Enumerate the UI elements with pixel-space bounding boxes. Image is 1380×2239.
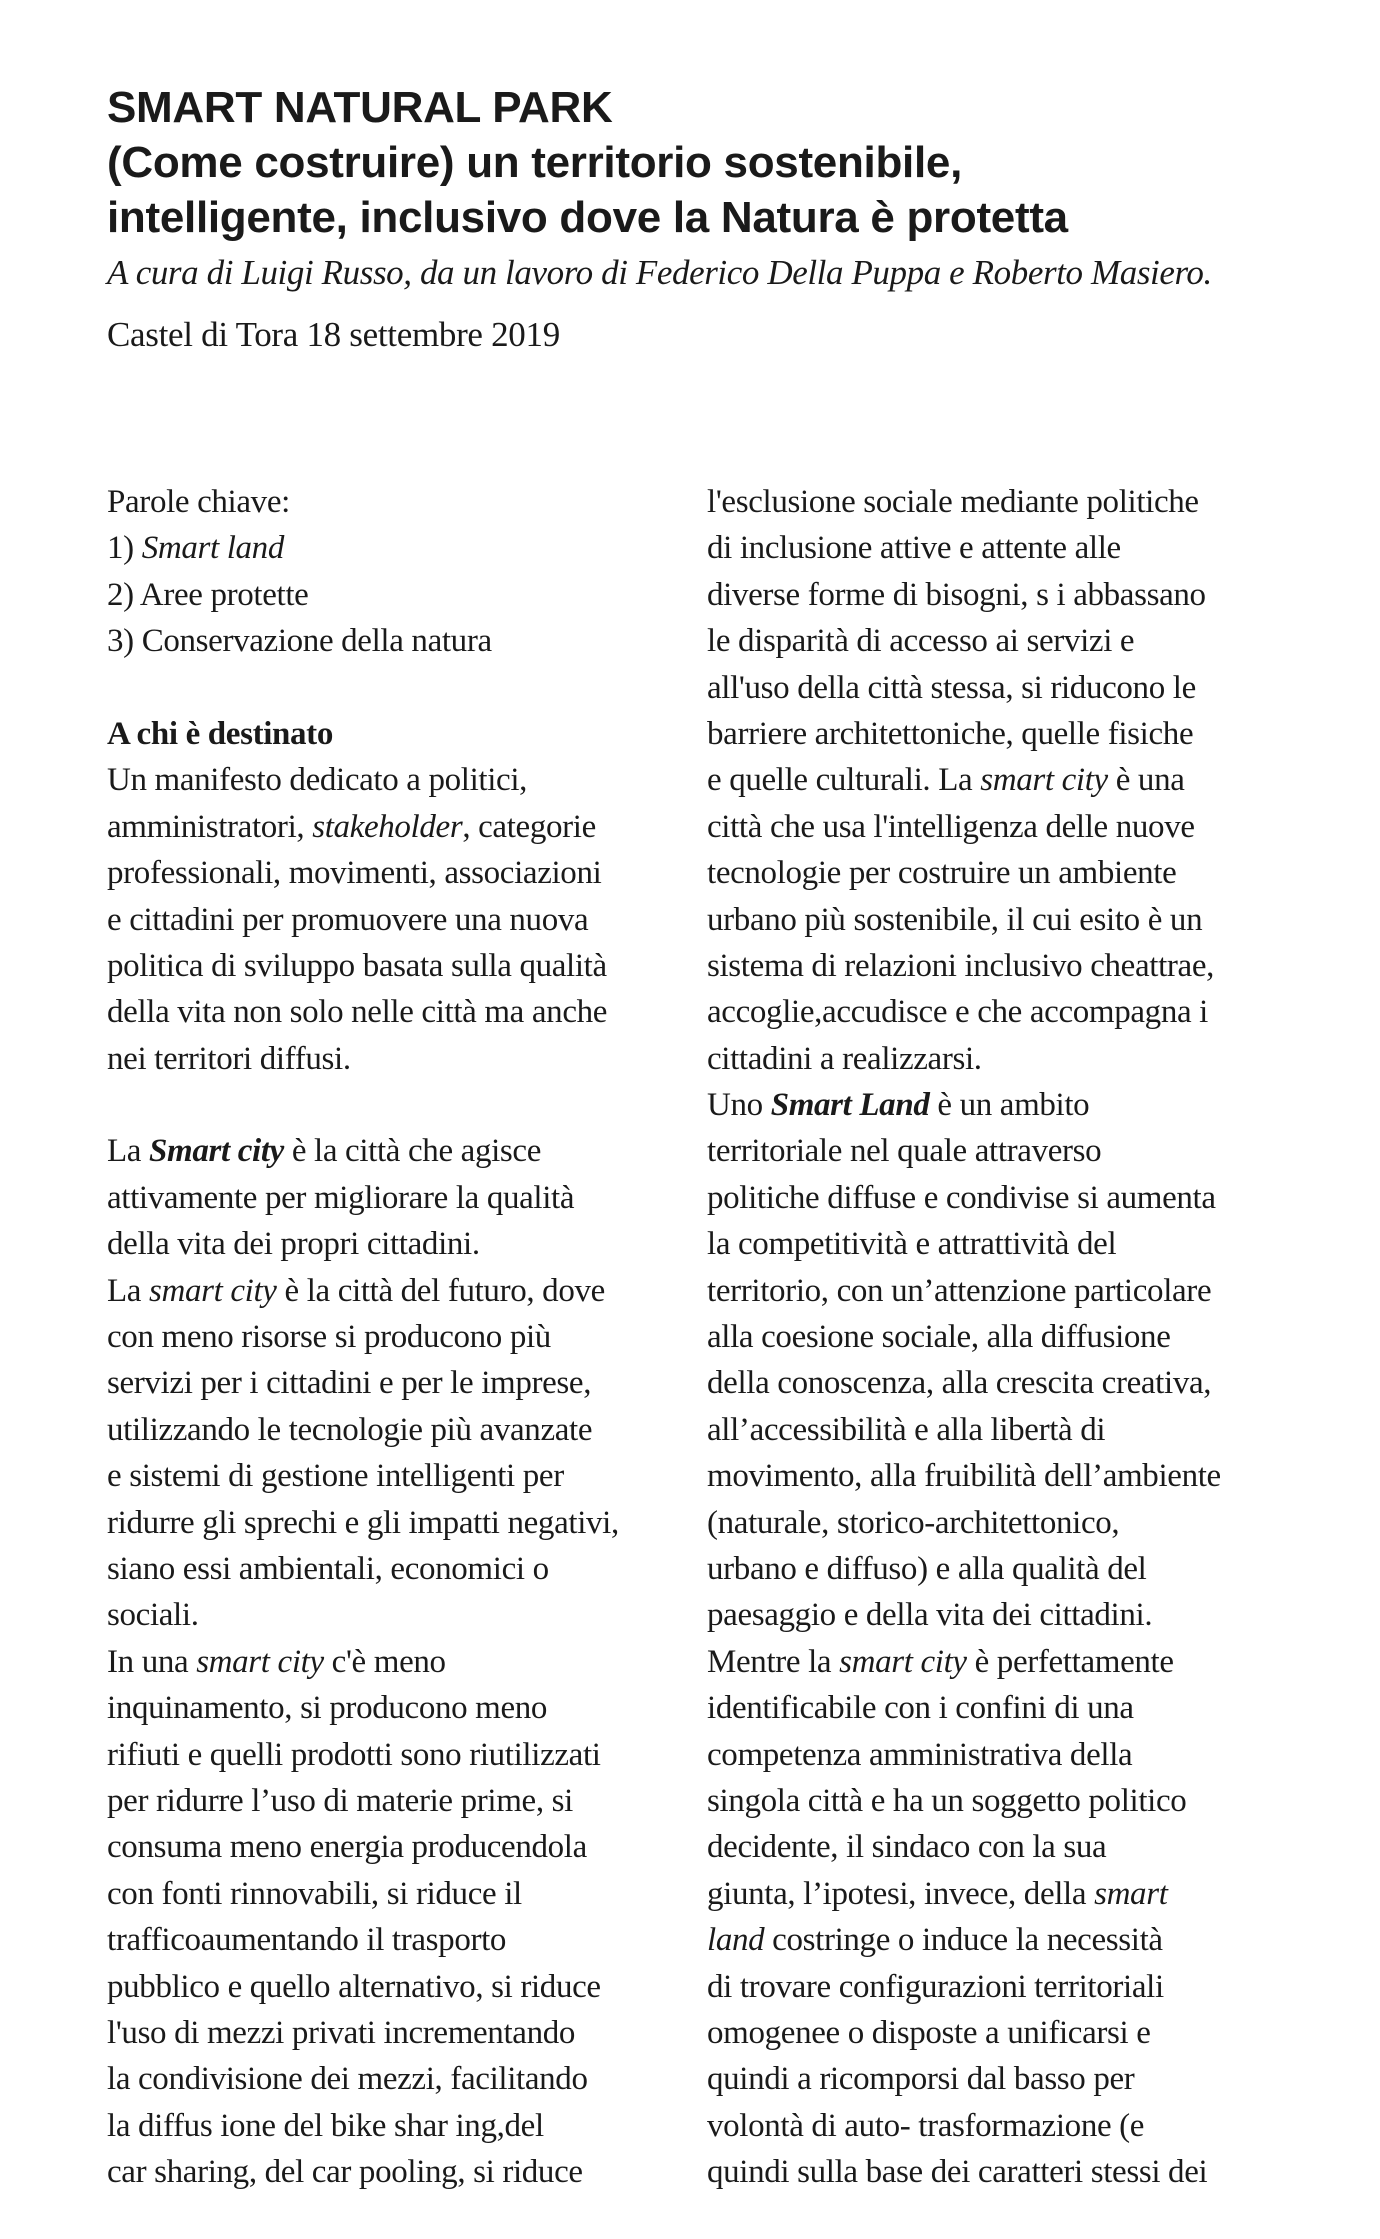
- text-line: quindi a ricomporsi dal basso per: [707, 2061, 1135, 2098]
- italic-term: smart city: [149, 1272, 277, 1309]
- paragraph-gap: [107, 1082, 687, 1128]
- text-line: inquinamento, si producono meno: [107, 1690, 548, 1727]
- text-line: urbano e diffuso) e alla qualità del: [707, 1550, 1147, 1587]
- text-line: con meno risorse si producono più: [107, 1319, 551, 1356]
- bold-italic-term: Smart Land: [770, 1087, 930, 1124]
- text-run: è un ambito: [929, 1087, 1090, 1124]
- text-line: [107, 1639, 687, 1685]
- italic-term: smart: [1094, 1875, 1168, 1912]
- text-line: servizi per i cittadini e per le imprese,: [107, 1365, 592, 1402]
- text-line: tecnologie per costruire un ambiente: [707, 855, 1177, 892]
- text-line: di inclusione attive e attente alle: [707, 530, 1121, 567]
- text-line: nei territori diffusi.: [107, 1040, 351, 1077]
- text-run: La: [107, 1133, 150, 1170]
- text-line: l'esclusione sociale mediante politiche: [707, 484, 1199, 520]
- text-line: territorio, con un’attenzione particolare: [707, 1272, 1212, 1309]
- text-line: all'uso della città stessa, si riducono le: [707, 669, 1196, 706]
- text-line: attivamente per migliorare la qualità: [107, 1179, 575, 1216]
- italic-term: smart city: [839, 1643, 967, 1680]
- text-line: la diffus ione del bike shar ing,del: [107, 2107, 544, 2144]
- text-run: amministratori,: [107, 808, 313, 845]
- document-title: SMART NATURAL PARK: [107, 83, 613, 132]
- text-line: pubblico e quello alternativo, si riduce: [107, 1968, 601, 2005]
- italic-term: smart city: [196, 1643, 324, 1680]
- bold-italic-term: Smart city: [149, 1133, 284, 1170]
- text-line: professionali, movimenti, associazioni: [107, 855, 602, 892]
- text-line: singola città e ha un soggetto politico: [707, 1782, 1187, 1819]
- text-line: [707, 1082, 1297, 1128]
- text-line: all’accessibilità e alla libertà di: [707, 1411, 1106, 1448]
- text-run: In una: [107, 1643, 197, 1680]
- text-line: della vita dei propri cittadini.: [107, 1226, 480, 1263]
- text-line: omogenee o disposte a unificarsi e: [707, 2014, 1151, 2051]
- text-line: [707, 1917, 1297, 1963]
- keyword-text: Smart land: [141, 530, 284, 567]
- keyword-item: 2) Aree protette: [107, 576, 309, 613]
- text-line: di trovare configurazioni territoriali: [707, 1968, 1164, 2005]
- text-line: [107, 1128, 687, 1174]
- text-line: la competitività e attrattività del: [707, 1226, 1117, 1263]
- document-header: [107, 80, 1287, 357]
- text-run: giunta, l’ipotesi, invece, della: [707, 1875, 1095, 1912]
- text-run: La: [107, 1272, 150, 1309]
- text-line: [707, 1871, 1297, 1917]
- text-line: la condivisione dei mezzi, facilitando: [107, 2061, 588, 2098]
- left-column: [107, 479, 687, 2195]
- text-run: costringe o induce la necessità: [764, 1922, 1163, 1959]
- text-line: decidente, il sindaco con la sua: [707, 1829, 1107, 1866]
- text-line: della vita non solo nelle città ma anche: [107, 994, 608, 1031]
- text-line: (naturale, storico-architettonico,: [707, 1504, 1120, 1541]
- text-line: barriere architettoniche, quelle fisiche: [707, 715, 1194, 752]
- dateline: Castel di Tora 18 settembre 2019: [107, 315, 560, 354]
- keyword-item: 3) Conservazione della natura: [107, 623, 492, 660]
- text-line: paesaggio e della vita dei cittadini.: [707, 1597, 1153, 1634]
- text-line: Un manifesto dedicato a politici,: [107, 762, 528, 799]
- text-line: [707, 757, 1297, 803]
- paragraph-gap: [107, 665, 687, 711]
- text-line: politiche diffuse e condivise si aumenta: [707, 1179, 1216, 1216]
- text-line: cittadini a realizzarsi.: [707, 1040, 982, 1077]
- text-line: utilizzando le tecnologie più avanzate: [107, 1411, 593, 1448]
- text-line: trafficoaumentando il trasporto: [107, 1922, 507, 1959]
- text-run: e quelle culturali. La: [707, 762, 981, 799]
- text-run: , categorie: [462, 808, 596, 845]
- document-subtitle-line-1: (Come costruire) un territorio sostenibile,: [107, 138, 963, 187]
- text-line: competenza amministrativa della: [707, 1736, 1133, 1773]
- text-run: Uno: [707, 1087, 771, 1124]
- text-line: movimento, alla fruibilità dell’ambiente: [707, 1458, 1221, 1495]
- text-run: c'è meno: [323, 1643, 446, 1680]
- byline: A cura di Luigi Russo, da un lavoro di Federico Della Puppa e Roberto Masiero.: [107, 253, 1212, 292]
- text-line: sociali.: [107, 1597, 199, 1634]
- text-line: l'uso di mezzi privati incrementando: [107, 2014, 576, 2051]
- right-column: [707, 479, 1297, 2195]
- italic-term: smart city: [980, 762, 1108, 799]
- text-line: alla coesione sociale, alla diffusione: [707, 1319, 1171, 1356]
- text-run: è una: [1107, 762, 1185, 799]
- text-run: Mentre la: [707, 1643, 840, 1680]
- text-line: le disparità di accesso ai servizi e: [707, 623, 1135, 660]
- text-run: è la città del futuro, dove: [276, 1272, 605, 1309]
- text-line: ridurre gli sprechi e gli impatti negativi,: [107, 1504, 619, 1541]
- text-run: è perfettamente: [966, 1643, 1174, 1680]
- text-line: volontà di auto- trasformazione (e: [707, 2107, 1145, 2144]
- document-subtitle-line-2: intelligente, inclusivo dove la Natura è protetta: [107, 193, 1068, 242]
- text-line: diverse forme di bisogni, s i abbassano: [707, 576, 1206, 613]
- text-line: e sistemi di gestione intelligenti per: [107, 1458, 564, 1495]
- italic-term: land: [707, 1922, 765, 1959]
- text-line: con fonti rinnovabili, si riduce il: [107, 1875, 522, 1912]
- text-line: car sharing, del car pooling, si riduce: [107, 2154, 583, 2191]
- text-line: della conoscenza, alla crescita creativa,: [707, 1365, 1212, 1402]
- text-line: per ridurre l’uso di materie prime, si: [107, 1782, 573, 1819]
- text-line: urbano più sostenibile, il cui esito è un: [707, 901, 1203, 938]
- text-line: accoglie,accudisce e che accompagna i: [707, 994, 1208, 1031]
- text-line: rifiuti e quelli prodotti sono riutilizzati: [107, 1736, 601, 1773]
- section-heading: A chi è destinato: [107, 715, 333, 752]
- text-line: identificabile con i confini di una: [707, 1690, 1134, 1727]
- text-line: [707, 1639, 1297, 1685]
- text-line: [107, 804, 687, 850]
- text-line: [107, 1268, 687, 1314]
- text-run: è la città che agisce: [283, 1133, 541, 1170]
- keywords-heading: Parole chiave:: [107, 484, 290, 520]
- keyword-number: 1): [107, 530, 142, 567]
- text-line: quindi sulla base dei caratteri stessi dei: [707, 2154, 1208, 2191]
- text-line: consuma meno energia producendola: [107, 1829, 587, 1866]
- text-line: siano essi ambientali, economici o: [107, 1550, 549, 1587]
- italic-term: stakeholder: [312, 808, 463, 845]
- text-line: sistema di relazioni inclusivo cheattrae,: [707, 947, 1215, 984]
- text-line: politica di sviluppo basata sulla qualità: [107, 947, 607, 984]
- keyword-item: [107, 525, 687, 571]
- text-line: territoriale nel quale attraverso: [707, 1133, 1102, 1170]
- text-line: e cittadini per promuovere una nuova: [107, 901, 589, 938]
- text-line: città che usa l'intelligenza delle nuove: [707, 808, 1195, 845]
